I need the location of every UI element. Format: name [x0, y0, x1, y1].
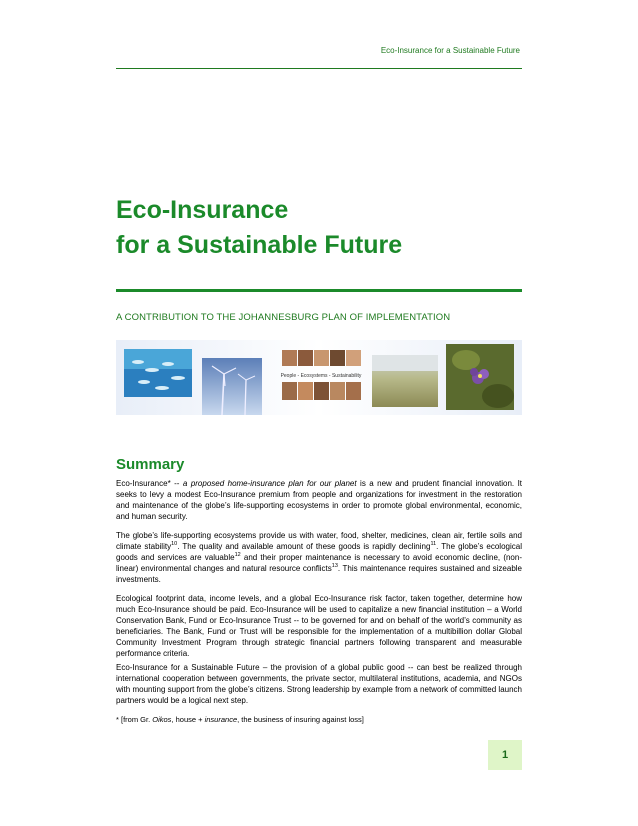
- summary-paragraph-1: [116, 478, 522, 522]
- header-rule: [116, 68, 522, 69]
- footnote-insurance: insurance: [204, 715, 238, 724]
- footnote-ref-13: 13: [331, 563, 338, 569]
- page-number-box: [488, 740, 522, 770]
- footnote-part-e: , the business of insuring against loss]: [237, 715, 364, 724]
- title-rule: [116, 289, 522, 292]
- footnote-ref-10: 10: [171, 541, 178, 547]
- page-number: 1: [501, 749, 509, 761]
- summary-paragraph-4: Eco-Insurance for a Sustainable Future – the provision of a global public good -- can best be realized through international cooperation between governments, the private sector, multilateral institutions, academia, and NGOs with mounting support from the globe’s citizens. Strong leadership by example from a network of committed launch partners would be a logical next step.: [116, 663, 522, 705]
- banner-image-strip: [116, 340, 522, 415]
- footnote: [116, 715, 522, 724]
- p1-emphasis: a proposed home-insurance plan for our planet: [182, 479, 357, 488]
- p2-part-a: The globe’s life-supporting ecosystems provide us with water, food, shelter, medicines, clean air, fertile soils and climate stability: [116, 531, 522, 551]
- summary-paragraph-3: Ecological footprint data, income levels, and a global Eco-Insurance risk factor, taken together, determine how much Eco-Insurance should be paid. Eco-Insurance will be used to capitalize a new financial institution – a World Conservation Bank, Fund or Eco-Insurance Trust -- to be governed for and on behalf of the world’s community as beneficiaries. The Bank, Fund or Trust will be responsible for the implementation of a multibillion dollar Global Community Investment Program through strategic financial partners following transparent and measurable performance criteria.: [116, 594, 522, 658]
- banner-caption: People - Ecosystems - Sustainability: [280, 373, 362, 379]
- field-landscape-photo: [372, 355, 438, 407]
- flower-photo: [446, 344, 514, 410]
- running-header: Eco-Insurance for a Sustainable Future: [380, 46, 520, 55]
- document-title: [116, 193, 536, 263]
- footnote-part-a: * [from Gr.: [116, 715, 153, 724]
- title-line-1: Eco-Insurance: [116, 196, 289, 224]
- p2-part-c: . The globe’s ecological goods and services are valuable: [116, 542, 522, 562]
- wind-turbine-photo: [202, 358, 262, 415]
- p2-part-b: . The quality and available amount of these goods is rapidly declining: [177, 542, 431, 551]
- summary-heading: Summary: [116, 456, 185, 473]
- fish-photo: [124, 349, 192, 397]
- p2-part-e: . This maintenance requires sustained and sizeable investments.: [116, 564, 522, 584]
- footnote-ref-11: 11: [430, 541, 437, 547]
- summary-paragraph-2: [116, 530, 522, 585]
- footnote-part-c: , house +: [171, 715, 205, 724]
- p2-part-d: and their proper maintenance is necessary to avoid economic decline, (non-linear) environmental changes and natural resource conflicts: [116, 553, 522, 573]
- footnote-ref-12: 12: [234, 552, 241, 558]
- p1-part-c: is a new and prudent financial innovation. It seeks to levy a modest Eco-Insurance premium from people and organizations for investment in the restoration and maintenance of the globe’s life-supporting ecosystems in order to promote global environmental, economic, and human security.: [116, 479, 523, 521]
- subtitle: A CONTRIBUTION TO THE JOHANNESBURG PLAN OF IMPLEMENTATION: [116, 312, 451, 323]
- title-line-2: for a Sustainable Future: [116, 231, 403, 259]
- footnote-oikos: Oikos: [152, 715, 172, 724]
- p1-part-a: Eco-Insurance* --: [116, 479, 183, 488]
